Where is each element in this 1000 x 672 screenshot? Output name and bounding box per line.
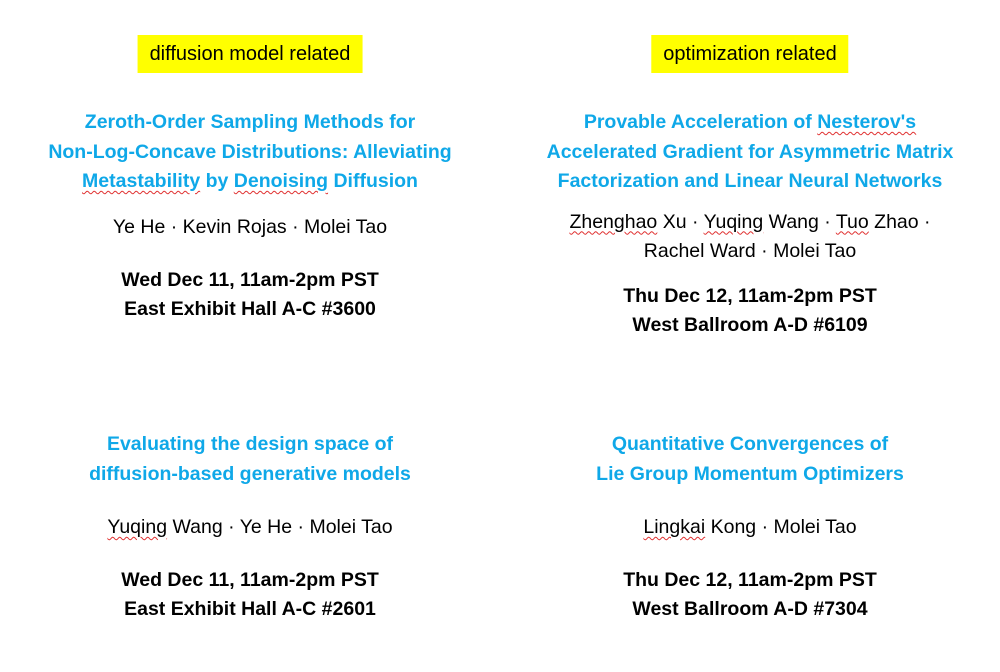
paper-authors bbox=[500, 513, 1000, 542]
category-tag-optimization: optimization related bbox=[651, 35, 848, 73]
paper-session bbox=[0, 566, 500, 624]
title-line: Evaluating the design space of bbox=[106, 433, 394, 455]
title-line: Accelerated Gradient for Asymmetric Matrix bbox=[546, 140, 954, 163]
paper-title bbox=[515, 430, 985, 489]
paper-authors bbox=[500, 208, 1000, 266]
author-line: Lingkai Kong · Molei Tao bbox=[643, 516, 857, 538]
paper-session bbox=[500, 566, 1000, 624]
paper-card bbox=[0, 108, 500, 324]
session-time: Thu Dec 12, 11am-2pm PST bbox=[623, 569, 877, 591]
title-line: Quantitative Convergences of bbox=[611, 433, 889, 455]
session-time: Thu Dec 12, 11am-2pm PST bbox=[623, 284, 877, 307]
title-line: Metastability by Denoising Diffusion bbox=[82, 170, 418, 192]
title-line: Lie Group Momentum Optimizers bbox=[596, 462, 904, 485]
session-location: West Ballroom A-D #6109 bbox=[632, 313, 868, 336]
author-line: Yuqing Wang · Ye He · Molei Tao bbox=[107, 516, 393, 538]
paper-authors bbox=[0, 513, 500, 542]
paper-title bbox=[15, 108, 485, 197]
title-line: Non-Log-Concave Distributions: Alleviating bbox=[48, 140, 452, 163]
paper-card bbox=[0, 430, 500, 624]
author-line: Ye He · Kevin Rojas · Molei Tao bbox=[112, 215, 388, 238]
paper-card bbox=[500, 430, 1000, 624]
right-column bbox=[500, 0, 1000, 672]
session-time: Wed Dec 11, 11am-2pm PST bbox=[121, 268, 379, 291]
author-line: Rachel Ward · Molei Tao bbox=[643, 239, 857, 262]
author-line: Zhenghao Xu · Yuqing Wang · Tuo Zhao · bbox=[569, 210, 931, 233]
session-location: East Exhibit Hall A-C #3600 bbox=[124, 297, 376, 320]
session-time: Wed Dec 11, 11am-2pm PST bbox=[121, 569, 379, 591]
title-line: Provable Acceleration of Nesterov's bbox=[583, 111, 917, 133]
title-line: diffusion-based generative models bbox=[89, 462, 411, 485]
session-location: West Ballroom A-D #7304 bbox=[632, 598, 868, 620]
category-tag-diffusion: diffusion model related bbox=[138, 35, 363, 73]
session-location: East Exhibit Hall A-C #2601 bbox=[124, 598, 376, 620]
paper-title bbox=[515, 108, 985, 197]
paper-session bbox=[0, 266, 500, 324]
paper-card bbox=[500, 108, 1000, 340]
title-line: Factorization and Linear Neural Networks bbox=[557, 170, 943, 192]
paper-title bbox=[15, 430, 485, 489]
paper-session bbox=[500, 282, 1000, 340]
paper-authors bbox=[0, 213, 500, 242]
title-line: Zeroth-Order Sampling Methods for bbox=[84, 111, 416, 133]
